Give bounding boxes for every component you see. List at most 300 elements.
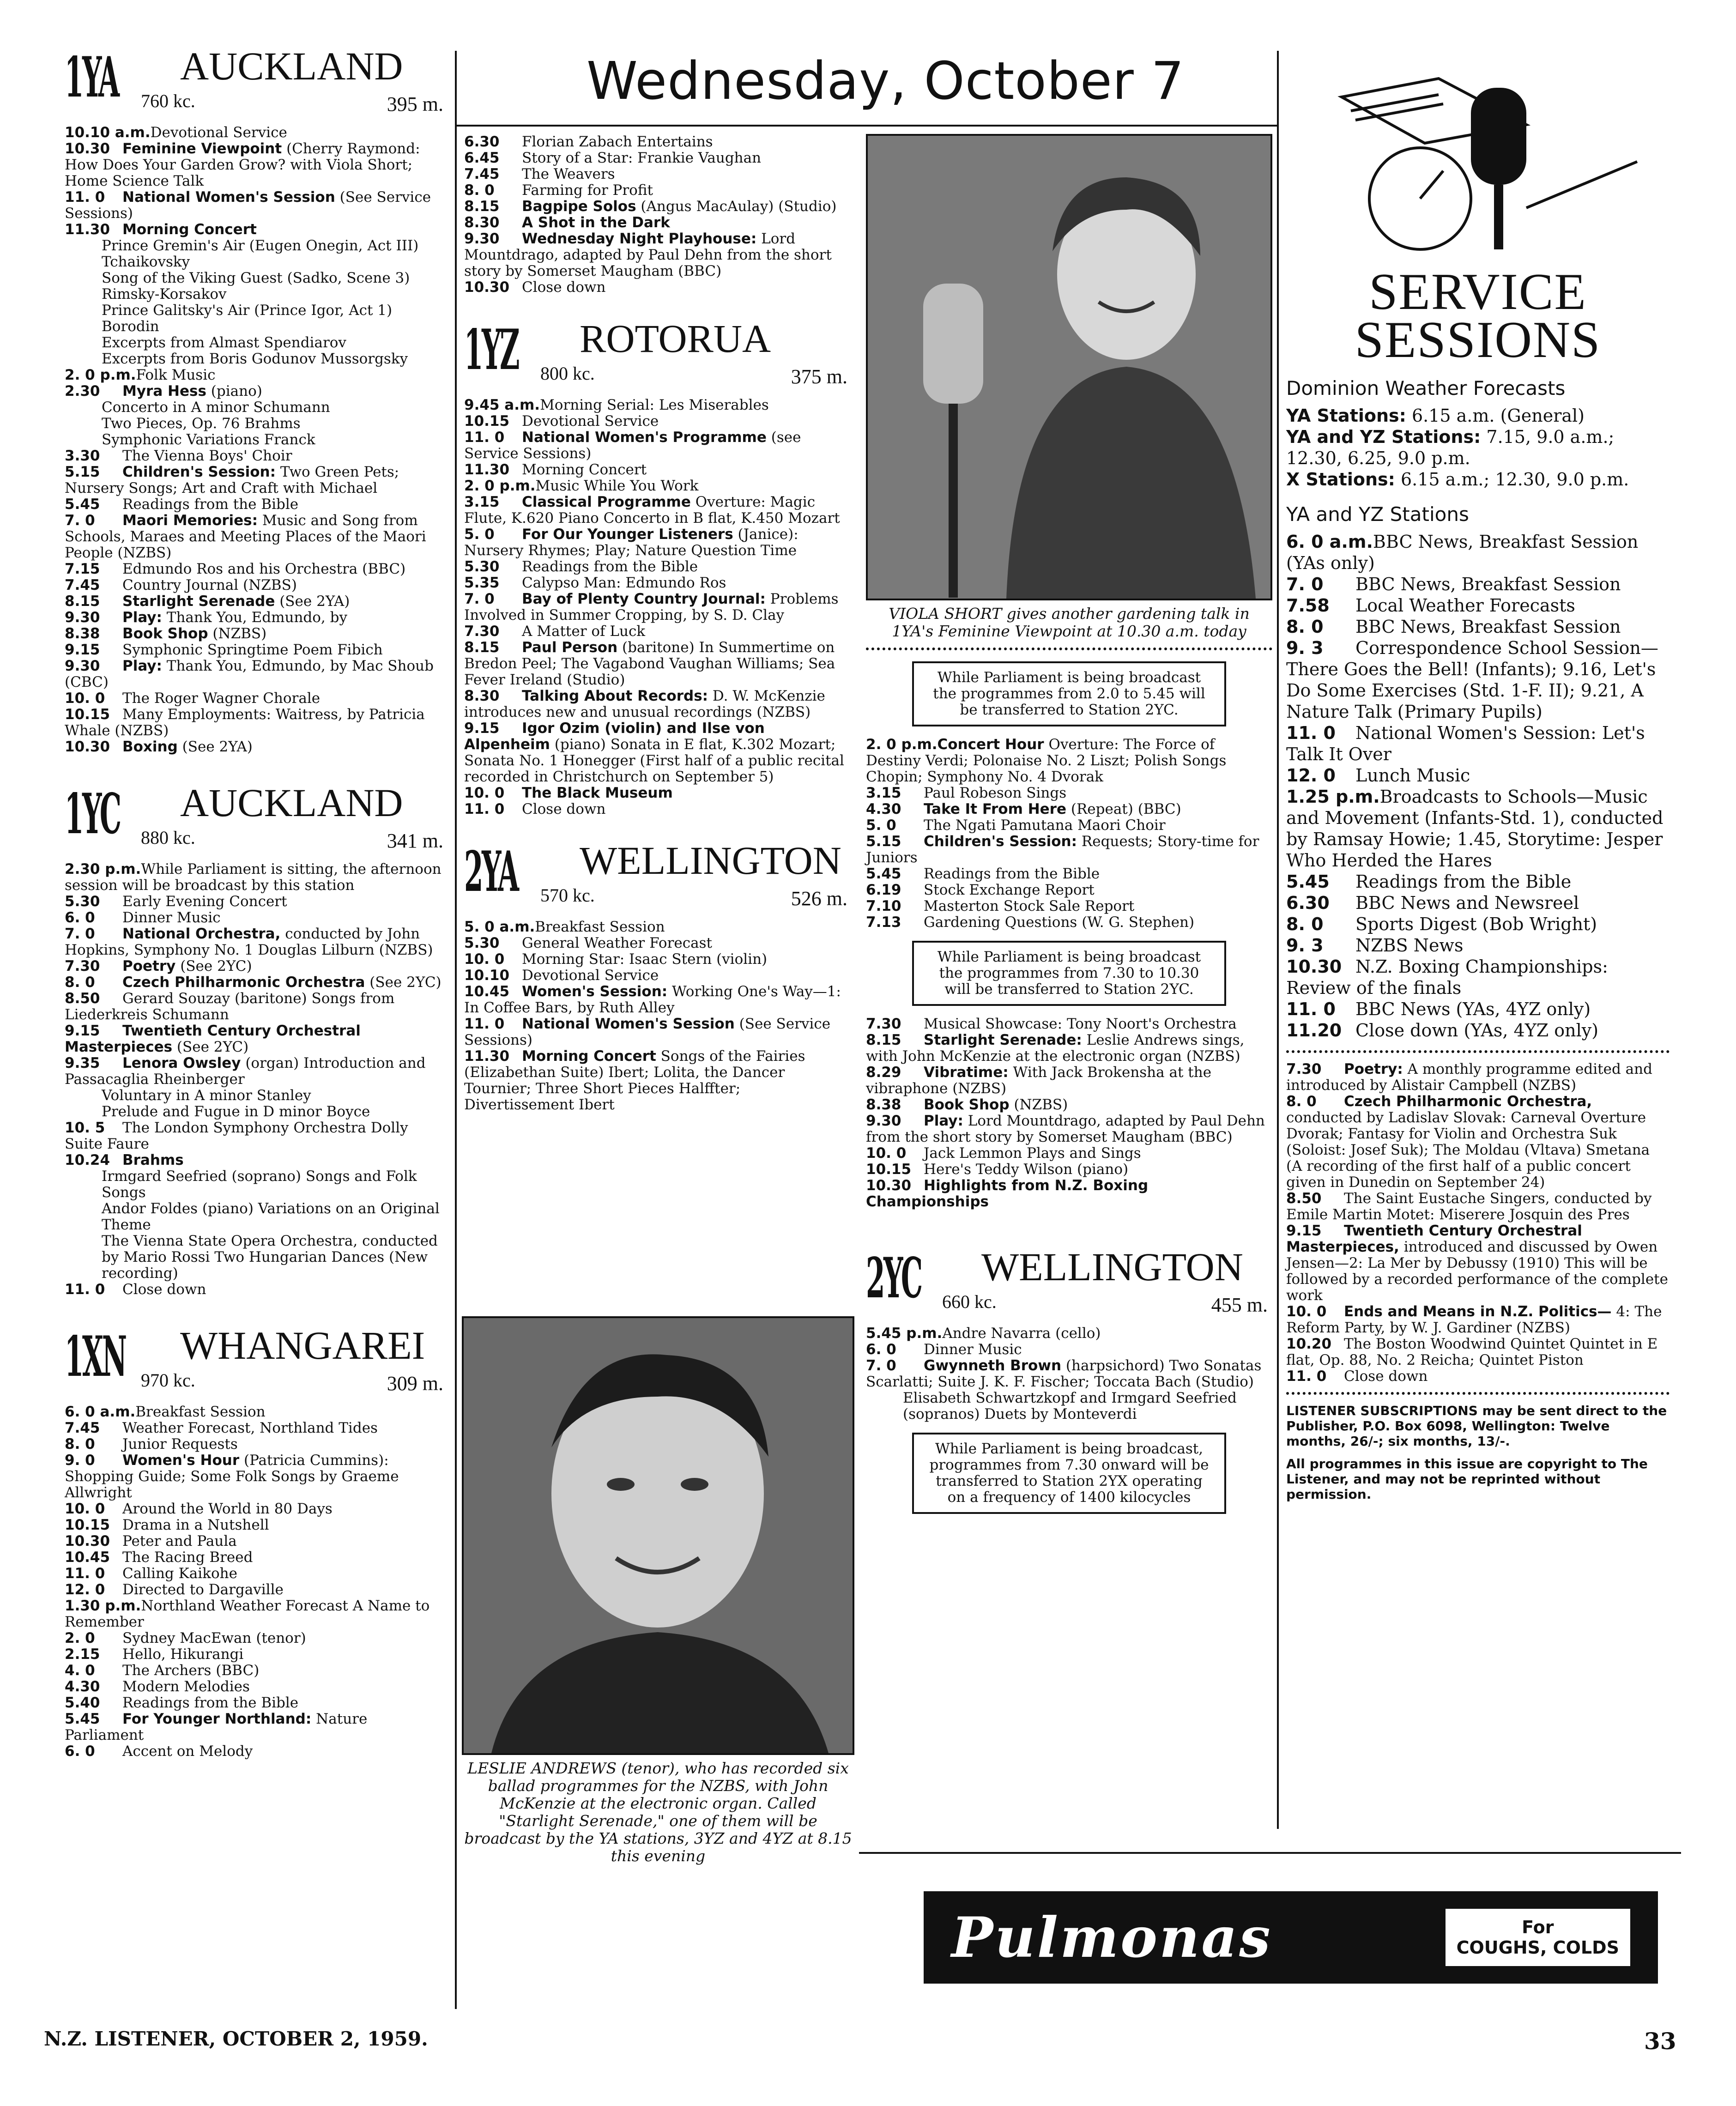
program-title: Maori Memories: [122,512,258,529]
weather-times: 6.15 a.m. (General) [1411,405,1585,426]
program-time: 7. 0 [65,926,95,942]
program-item [65,222,448,238]
program-detail: Devotional Service [150,124,287,141]
program-item [464,1048,852,1113]
program-detail: (See Service Sessions) [464,1016,831,1048]
program-item [464,397,852,413]
program-time: 11. 0 [464,429,505,446]
service-time: 6.30 [1286,893,1330,913]
program-time: 11. 0 [1286,1368,1327,1385]
program-item [65,1501,448,1517]
program-item [866,1032,1272,1065]
program-time: 8. 0 [65,974,95,991]
service-item [1286,935,1669,956]
program-detail: conducted by John Hopkins, Symphony No. 1 Douglas Lilburn (NZBS) [65,926,433,958]
service-time: 12. 0 [1286,765,1336,786]
column-4 [1286,69,1669,1502]
program-title: For Our Younger Listeners [522,526,733,543]
subscription-note: LISTENER SUBSCRIPTIONS may be sent direct to the Publisher, P.O. Box 6098, Wellington: Twelve months, 26/-; six months, 13/-. [1286,1403,1667,1449]
service-detail: National Women's Session: Let's Talk It Over [1286,723,1645,764]
program-detail: Weather Forecast, Northland Tides [122,1420,378,1436]
program-title: Wednesday Night Playhouse: [522,230,757,247]
program-item [1286,1304,1669,1336]
program-detail: Morning Star: Isaac Stern (violin) [522,951,768,968]
program-detail: (Janice): Nursery Rhymes; Play; Nature Question Time [464,526,798,559]
program-item [866,1325,1272,1342]
program-detail: Modern Melodies [122,1678,250,1695]
program-item [464,801,852,817]
station-header-2ya [464,838,852,919]
program-time: 10.45 [65,1549,110,1566]
program-item [65,383,448,399]
program-item [866,1016,1272,1032]
program-detail: Elisabeth Schwartzkopf and Irmgard Seefried (sopranos) Duets by Monteverdi [903,1390,1237,1422]
program-detail: Song of the Viking Guest (Sadko, Scene 3) Rimsky-Korsakov [102,270,410,303]
program-item [866,1113,1272,1145]
program-title: A Shot in the Dark [522,214,670,231]
program-item [866,1145,1272,1162]
schedule-1yc [65,861,448,1298]
program-detail: Morning Concert [522,461,647,478]
program-time: 5.35 [464,575,500,591]
footer-publication: N.Z. LISTENER, OCTOBER 2, 1959. [44,2027,428,2050]
program-detail: (See 2YC) [369,974,442,991]
divider [1286,1050,1669,1054]
program-time: 10.45 [464,983,510,1000]
service-time: 8. 0 [1286,914,1324,934]
program-item [1286,1368,1669,1385]
program-time: 2. 0 p.m. [866,736,938,753]
service-item [1286,786,1669,871]
program-title: National Women's Session [122,189,335,206]
program-time: 8.15 [464,639,500,656]
program-item [65,991,448,1023]
program-time: 6.19 [866,882,901,898]
program-detail: A monthly programme edited and introduced by Alistair Campbell (NZBS) [1286,1061,1652,1094]
program-title: Talking About Records: [522,688,708,704]
program-item [65,910,448,926]
program-time: 12. 0 [65,1581,105,1598]
leslie-photo-block [462,1316,854,1865]
program-detail: Lord Mountdrago, adapted by Paul Dehn from the short story by Somerset Maugham (BBC) [866,1113,1265,1145]
program-time: 6. 0 a.m. [65,1404,136,1420]
program-detail: Many Employments: Waitress, by Patricia Whale (NZBS) [65,706,425,739]
program-time: 3.15 [464,494,500,510]
program-item [65,1055,448,1088]
program-detail: Symphonic Variations Franck [102,431,315,448]
program-time: 9.15 [1286,1222,1322,1239]
copyright-note: All programmes in this issue are copyright to The Listener, and may not be reprinted without permission. [1286,1456,1648,1502]
program-detail: Story of a Star: Frankie Vaughan [522,150,762,166]
program-title: Play: [122,658,162,674]
schedule-1ya [65,125,448,755]
program-detail: (Patricia Cummins): Shopping Guide; Some Folk Songs by Graeme Allwright [65,1452,399,1501]
program-time: 9.15 [65,641,100,658]
program-item [65,658,448,690]
program-item [1286,1061,1669,1094]
program-title: Women's Hour [122,1452,240,1469]
program-detail: Paul Robeson Sings [924,785,1067,801]
service-time: 9. 3 [1286,935,1324,956]
program-detail: Calypso Man: Edmundo Ros [522,575,726,591]
service-detail: BBC News (YAs, 4YZ only) [1355,999,1591,1019]
program-item [65,1201,448,1233]
program-time: 10.15 [464,413,510,430]
schedule-2ya-continued [866,737,1272,931]
service-title-1: SERVICE [1369,263,1587,321]
program-detail: While Parliament is sitting, the afternoon session will be broadcast by this station [65,861,442,894]
frequency: 800 kc. [540,363,595,384]
program-detail: Morning Serial: Les Miserables [540,397,769,413]
schedule-2ya [464,919,852,1113]
program-item [65,416,448,432]
program-title: Bay of Plenty Country Journal: [522,591,766,607]
program-detail: Drama in a Nutshell [122,1517,269,1533]
program-title: Boxing [122,738,178,755]
service-item [1286,1020,1669,1041]
program-time: 10. 0 [65,690,105,707]
program-detail: Musical Showcase: Tony Noort's Orchestra [924,1016,1237,1032]
service-time: 11. 0 [1286,723,1336,743]
program-detail: Gerard Souzay (baritone) Songs from Liederkreis Schumann [65,990,395,1023]
program-detail: Early Evening Concert [122,893,287,910]
program-detail: Close down [1344,1368,1428,1385]
program-item [65,1436,448,1452]
program-item [65,1088,448,1104]
program-item [866,1178,1272,1210]
program-time: 2.30 p.m. [65,861,141,878]
program-time: 10. 0 [464,951,505,968]
station-header-1yz [464,316,852,397]
program-item [464,935,852,951]
program-item [866,882,1272,898]
program-item [65,707,448,739]
ad-brand: Pulmonas [951,1905,1272,1970]
program-item [65,1549,448,1566]
program-item [464,575,852,591]
program-item [65,1663,448,1679]
program-item [65,894,448,910]
program-item [464,919,852,935]
program-time: 4.30 [65,1678,100,1695]
header-rule [455,125,1277,127]
program-title: Lenora Owsley [122,1055,241,1071]
program-title: Starlight Serenade [122,593,275,610]
program-item [1286,1336,1669,1368]
program-detail: Readings from the Bible [122,1694,299,1711]
program-detail: Northland Weather Forecast A Name to Remember [65,1598,430,1630]
program-title: Feminine Viewpoint [122,140,282,157]
divider [1286,1392,1669,1396]
program-item [65,367,448,383]
wavelength: 455 m. [1211,1294,1268,1316]
program-detail: The Ngati Pamutana Maori Choir [924,817,1166,834]
program-item [464,623,852,640]
schedule-2ya-evening [866,1016,1272,1210]
program-detail: (See 2YC) [180,958,252,974]
program-item [65,1282,448,1298]
program-detail: Country Journal (NZBS) [122,577,297,593]
service-time: 11.20 [1286,1020,1342,1041]
program-item [65,1168,448,1201]
program-time: 11. 0 [464,801,505,817]
program-item [65,1743,448,1760]
program-detail: The Roger Wagner Chorale [122,690,321,707]
service-item [1286,637,1669,722]
ad-rule [859,1852,1681,1854]
program-item [65,1233,448,1282]
weather-times: 6.15 a.m.; 12.30, 9.0 p.m. [1400,469,1629,490]
city-name: ROTORUA [580,316,771,361]
program-item [65,1404,448,1420]
program-item [65,1517,448,1533]
program-item [65,739,448,755]
program-detail: Jack Lemmon Plays and Sings [924,1145,1141,1162]
program-detail: conducted by Ladislav Slovak: Carneval Overture Dvorak; Fantasy for Violin and Orchestra Suk (Soloist: Josef Suk); The Moldau (Vltava) Smetana (A recording of the first half of a public concert given in Dunedin on September 24) [1286,1109,1650,1191]
program-item [866,801,1272,817]
weather-item [1286,426,1669,469]
program-item [464,526,852,559]
program-item [65,303,448,335]
program-time: 8. 0 [1286,1093,1317,1110]
program-detail: Close down [522,801,606,817]
program-item [464,279,852,296]
program-title: Concert Hour [937,736,1044,753]
program-time: 11.30 [464,1048,510,1065]
program-detail: Florian Zabach Entertains [522,133,713,150]
program-time: 8.38 [65,625,100,642]
service-item [1286,765,1669,786]
program-detail: introduced and discussed by Owen Jensen—2: La Mer by Debussy (1910) This will be followed by a recorded performance of the complete work [1286,1239,1668,1304]
service-detail: Local Weather Forecasts [1355,595,1575,616]
program-detail: 4: The Reform Party, by W. J. Gardiner (NZBS) [1286,1303,1662,1336]
program-item [65,464,448,496]
program-time: 8. 0 [464,182,495,199]
column-rule [1277,51,1279,1829]
program-detail: A Matter of Luck [522,623,646,640]
program-time: 10. 0 [866,1145,907,1162]
program-title: Twentieth Century Orchestral Masterpieces [65,1023,361,1055]
weather-item [1286,469,1669,490]
program-time: 5. 0 [464,526,495,543]
service-detail: Close down (YAs, 4YZ only) [1355,1020,1599,1041]
program-item [866,834,1272,866]
program-time: 4.30 [866,801,901,817]
program-item [866,898,1272,914]
schedule-1xn [65,1404,448,1760]
program-time: 7.30 [464,623,500,640]
program-title: Women's Session: [522,983,668,1000]
program-detail: Working One's Way—1: In Coffee Bars, by Ruth Alley [464,983,841,1016]
program-detail: Junior Requests [122,1436,238,1452]
program-item [65,141,448,189]
program-title: Children's Session: [122,464,276,480]
program-time: 10.15 [65,706,110,723]
program-detail: Symphonic Springtime Poem Fibich [122,641,383,658]
program-detail: Calling Kaikohe [122,1565,237,1582]
program-detail: D. W. McKenzie introduces new and unusual recordings (NZBS) [464,688,825,720]
program-time: 11.30 [65,221,110,238]
program-time: 10. 0 [65,1501,105,1517]
program-time: 5.45 [866,865,901,882]
program-time: 10. 5 [65,1120,105,1136]
program-detail: Prelude and Fugue in D minor Boyce [102,1103,370,1120]
program-detail: Andor Foldes (piano) Variations on an Original Theme [102,1200,440,1233]
program-detail: Leslie Andrews sings, with John McKenzie at the electronic organ (NZBS) [866,1032,1245,1065]
program-title: Czech Philharmonic Orchestra, [1344,1093,1592,1110]
program-detail: Dinner Music [122,909,221,926]
program-item [1286,1191,1669,1223]
call-sign: 2YC [866,1246,921,1311]
program-time: 10.30 [65,738,110,755]
program-time: 10.20 [1286,1336,1332,1352]
program-item [65,125,448,141]
program-detail: The Vienna State Opera Orchestra, conducted by Mario Rossi Two Hungarian Dances (New recording) [102,1233,438,1282]
yz-heading: YA and YZ Stations [1286,503,1469,526]
program-item [65,974,448,991]
leslie-caption: LESLIE ANDREWS (tenor), who has recorded six ballad programmes for the NZBS, with John McKenzie at the electronic organ. Called "Starlight Serenade," one of them will be broadcast by the YA stations, 3YZ and 4YZ at 8.15 this evening [464,1759,852,1865]
program-item [65,1695,448,1711]
program-item [65,1711,448,1743]
program-time: 8.30 [464,688,500,704]
program-detail: Concerto in A minor Schumann [102,399,330,416]
program-item [866,1342,1272,1358]
program-time: 9.30 [65,658,100,674]
program-detail: Excerpts from Almast Spendiarov [102,334,346,351]
program-item [866,866,1272,882]
pulmonas-ad [924,1891,1658,1984]
call-sign: 1YA [65,45,118,110]
station-header-1ya [65,46,448,125]
program-item [65,1152,448,1168]
service-item [1286,956,1669,999]
service-item [1286,531,1669,574]
portrait-image [464,1318,853,1753]
program-detail: Thank You, Edmundo, by [166,609,347,626]
program-detail: (NZBS) [1014,1096,1068,1113]
program-time: 10.24 [65,1152,110,1168]
program-time: 9.30 [866,1113,901,1129]
program-time: 11. 0 [464,1016,505,1032]
service-item [1286,616,1669,637]
program-time: 5. 0 a.m. [464,919,535,935]
program-time: 5.30 [464,558,500,575]
program-detail: The Vienna Boys' Choir [122,448,292,464]
service-time: 7.58 [1286,595,1330,616]
weather-list [1286,405,1669,490]
program-detail: Songs of the Fairies (Elizabethan Suite) Ibert; Lolita, the Dancer Tournier; Three Short Pieces Halffter; Divertissement Ibert [464,1048,805,1113]
program-time: 9. 0 [65,1452,95,1469]
program-item [65,448,448,464]
program-detail: Folk Music [136,367,216,383]
program-time: 6.45 [464,150,500,166]
ad-tag-line2: COUGHS, COLDS [1456,1937,1619,1958]
program-item [464,231,852,279]
program-title: Classical Programme [522,494,691,510]
call-sign: 1YZ [464,317,519,382]
program-item [65,1646,448,1663]
program-detail: (piano) Sonata in E flat, K.302 Mozart; Sonata No. 1 Honegger (First half of a public recital recorded in Christchurch on September 5) [464,736,844,785]
program-detail: General Weather Forecast [522,935,712,951]
call-sign: 1YC [65,781,120,847]
program-detail: Andre Navarra (cello) [942,1325,1101,1342]
program-item [65,926,448,958]
program-item [464,494,852,526]
program-time: 8.15 [65,593,100,610]
program-title: Gwynneth Brown [924,1357,1062,1374]
service-detail: Lunch Music [1355,765,1470,786]
weather-stations: YA and YZ Stations: [1286,427,1481,447]
program-item [65,642,448,658]
program-item [464,199,852,215]
program-detail: Two Green Pets; Nursery Songs; Art and Craft with Michael [65,464,399,496]
program-title: Book Shop [122,625,208,642]
program-time: 5. 0 [866,817,896,834]
program-item [65,577,448,593]
wavelength: 375 m. [791,365,847,388]
program-detail: Irmgard Seefried (soprano) Songs and Folk Songs [102,1168,417,1201]
wavelength: 526 m. [791,887,847,910]
program-detail: The Saint Eustache Singers, conducted by Emile Martin Motet: Miserere Josquin des Pres [1286,1190,1652,1223]
viola-short-photo [866,134,1272,600]
program-item [464,951,852,968]
program-detail: Nature Parliament [65,1711,368,1743]
program-time: 8.15 [866,1032,901,1048]
program-item [464,1016,852,1048]
program-time: 10.15 [866,1161,912,1178]
program-item [464,182,852,199]
program-item [65,432,448,448]
service-item [1286,722,1669,765]
program-detail: Prince Gremin's Air (Eugen Onegin, Act III) Tchaikovsky [102,237,419,270]
program-detail: Voluntary in A minor Stanley [102,1087,311,1104]
portrait-image [868,136,1270,599]
program-title: Morning Concert [122,221,257,238]
program-time: 2. 0 [65,1630,95,1646]
program-time: 2. 0 p.m. [65,367,136,383]
program-title: The Black Museum [522,785,673,801]
program-item [464,720,852,785]
program-detail: Dinner Music [924,1341,1022,1358]
program-detail: Prince Galitsky's Air (Prince Igor, Act 1) Borodin [102,302,393,335]
program-detail: Readings from the Bible [122,496,299,513]
program-item [65,1598,448,1630]
call-sign: 2YA [464,839,518,904]
service-item [1286,892,1669,914]
program-item [65,399,448,416]
program-title: Paul Person [522,639,618,656]
program-time: 10. 0 [1286,1303,1327,1320]
program-detail: Two Pieces, Op. 76 Brahms [102,415,301,432]
ad-tagline [1446,1909,1630,1966]
call-sign: 1XN [65,1324,126,1389]
service-time: 11. 0 [1286,999,1336,1019]
service-time: 5.45 [1286,871,1330,892]
program-title: Morning Concert [522,1048,656,1065]
program-item [464,640,852,688]
program-title: Igor Ozim (violin) and Ilse von Alpenheim [464,720,765,753]
program-title: Play: [924,1113,963,1129]
program-detail: Close down [122,1281,206,1298]
program-title: Play: [122,609,162,626]
program-time: 6. 0 [65,1743,95,1760]
station-header-1yc [65,783,448,861]
program-detail: Readings from the Bible [924,865,1100,882]
program-detail: The Archers (BBC) [122,1662,260,1679]
program-item [65,335,448,351]
program-time: 11.30 [464,461,510,478]
program-detail: (See Service Sessions) [65,189,431,222]
